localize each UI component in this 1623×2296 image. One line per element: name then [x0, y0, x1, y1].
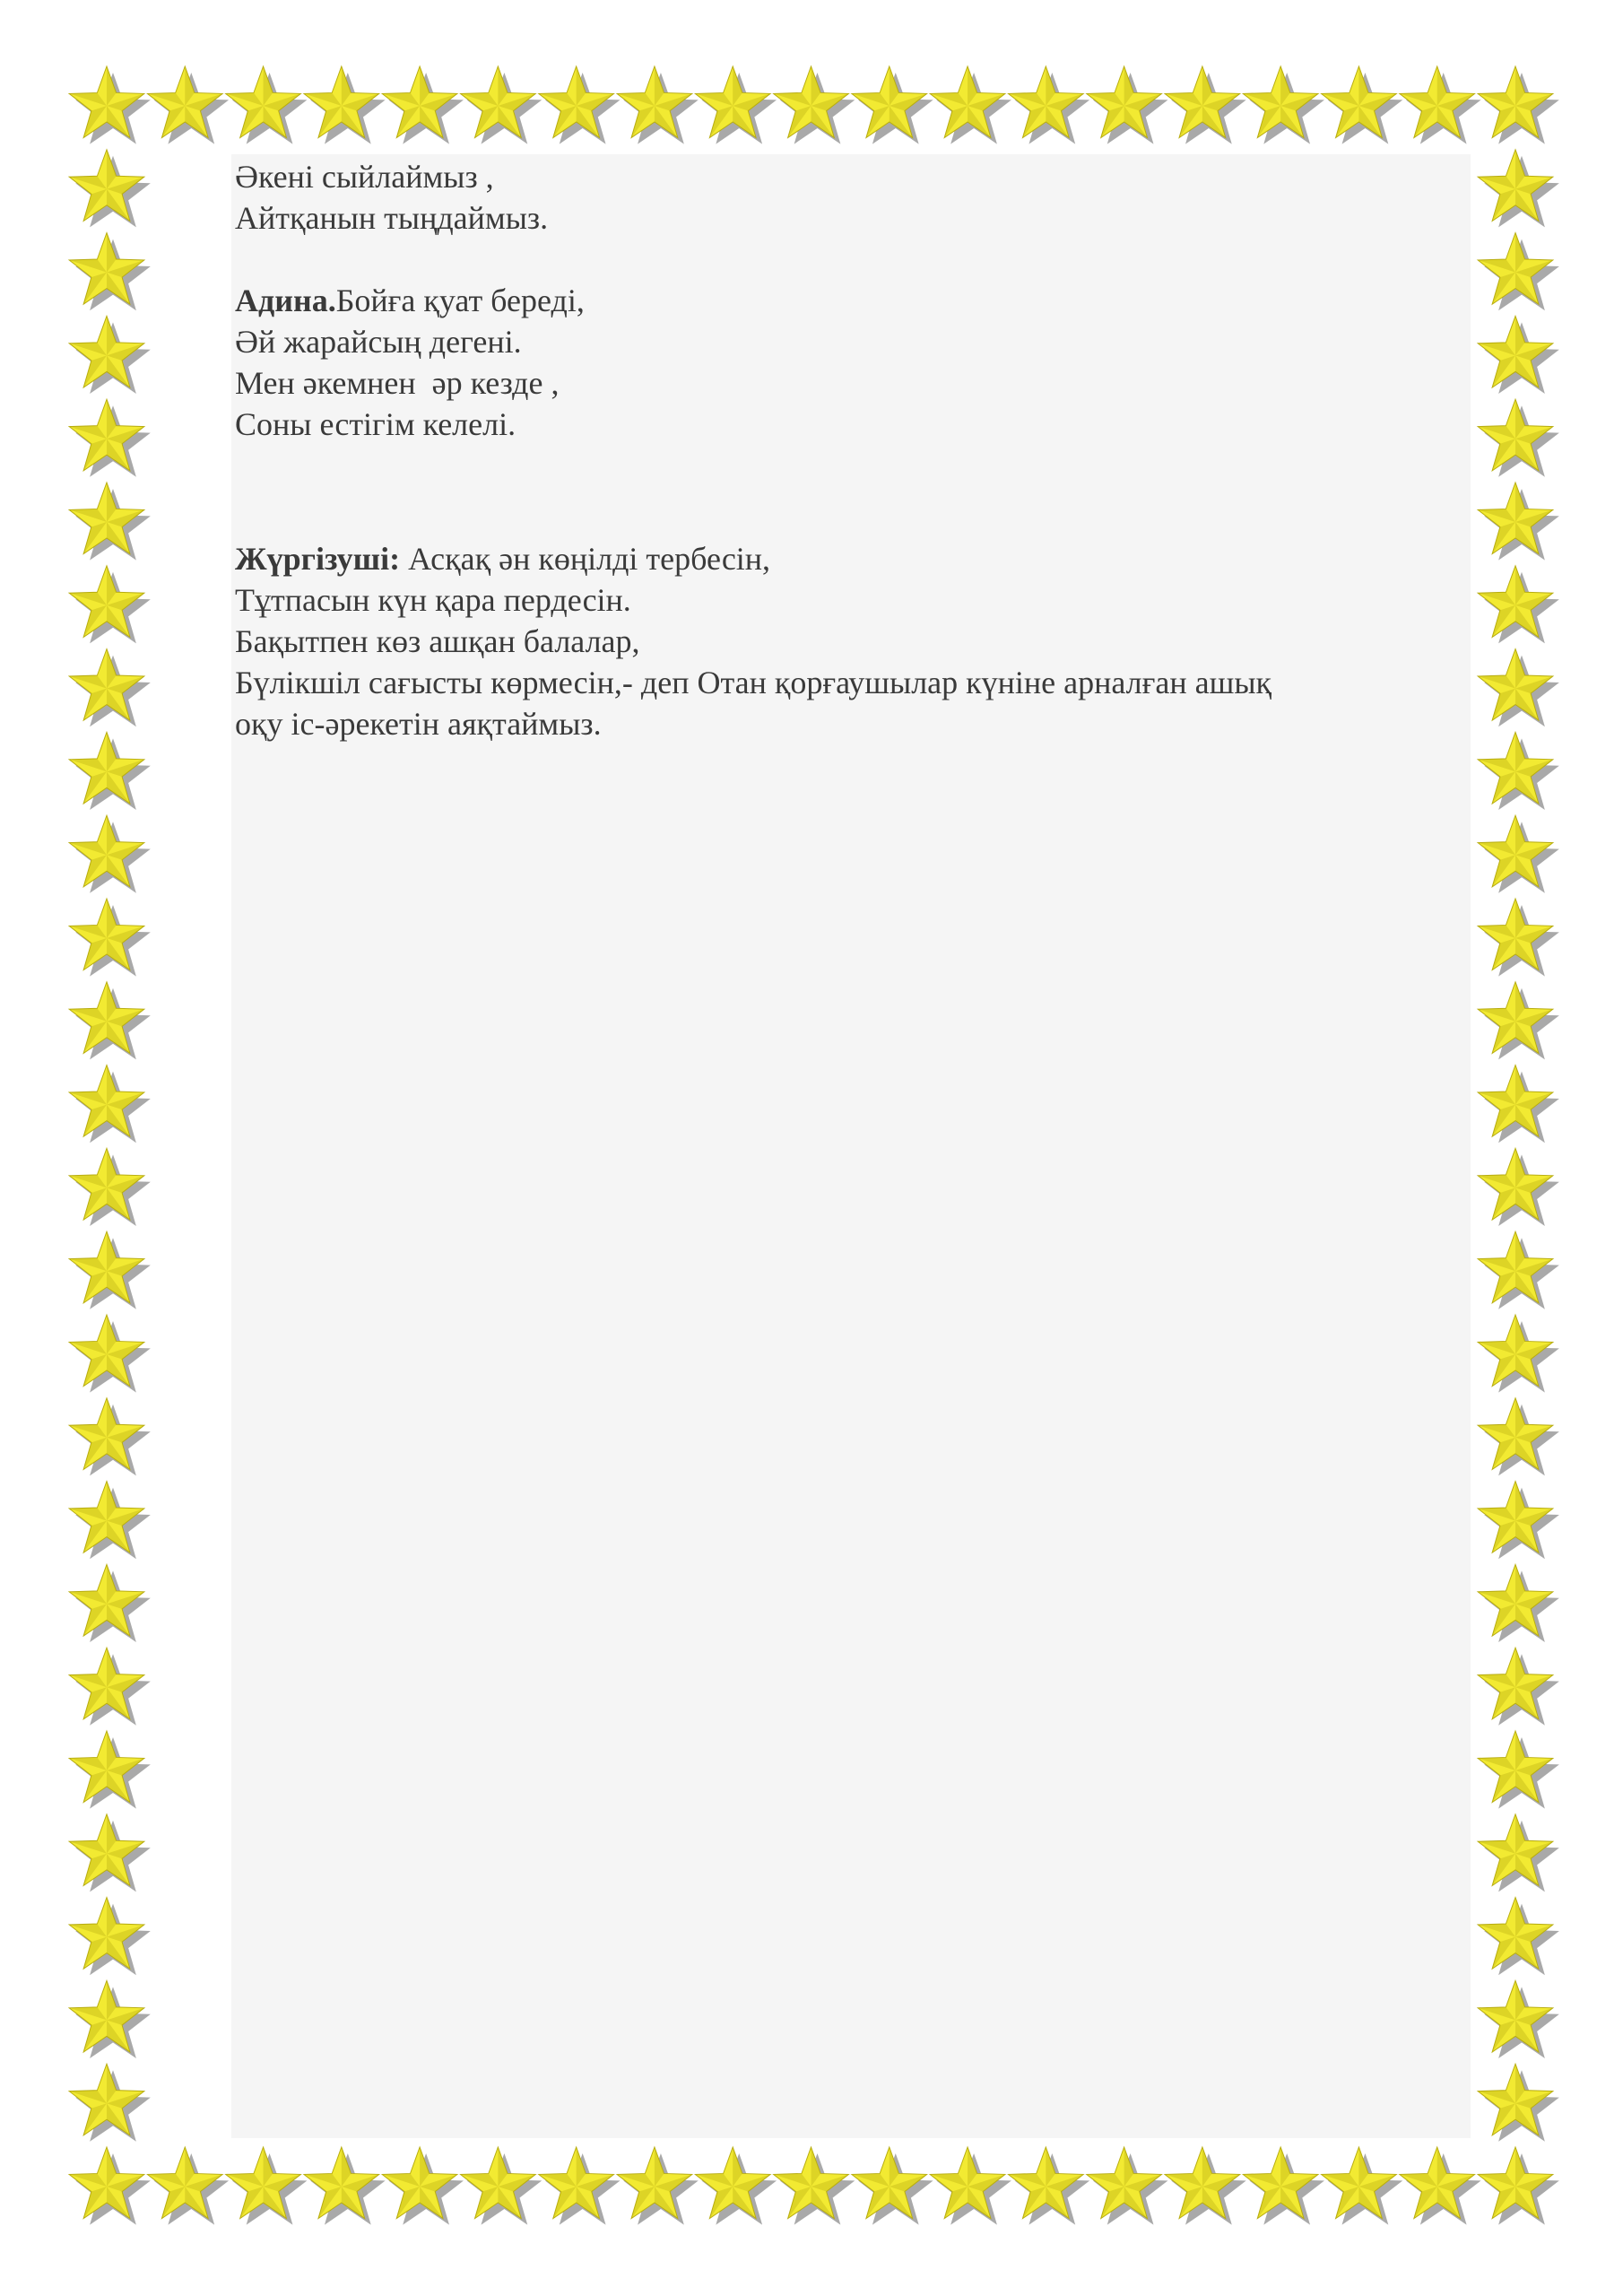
star-icon	[1478, 982, 1559, 1060]
star-icon	[226, 66, 308, 144]
star-icon	[1322, 66, 1403, 144]
star-icon	[69, 1731, 151, 1809]
star-icon	[1478, 66, 1559, 144]
star-icon	[774, 66, 855, 144]
star-icon	[1478, 1980, 1559, 2058]
star-icon	[382, 2147, 464, 2225]
star-icon	[1478, 1731, 1559, 1809]
stanza-2-line-4: Соны естігім келелі.	[235, 406, 516, 442]
star-icon	[1478, 1898, 1559, 1976]
star-icon	[69, 1980, 151, 2058]
star-icon	[69, 1065, 151, 1144]
star-icon	[1478, 2064, 1559, 2142]
star-icon	[1478, 566, 1559, 644]
star-icon	[69, 1482, 151, 1560]
star-icon	[1478, 1564, 1559, 1642]
star-icon	[1478, 1148, 1559, 1226]
star-icon	[1478, 1482, 1559, 1560]
star-icon	[1243, 66, 1324, 144]
star-icon	[1478, 1065, 1559, 1144]
star-icon	[226, 2147, 308, 2225]
star-icon	[1478, 1398, 1559, 1476]
star-icon	[1087, 2147, 1168, 2225]
star-icon	[1008, 66, 1089, 144]
star-icon	[69, 1148, 151, 1226]
star-icon	[1478, 233, 1559, 311]
stanza-3-line-2: Тұтпасын күн қара пердесін.	[235, 582, 631, 618]
star-icon	[69, 732, 151, 810]
star-icon	[1478, 899, 1559, 977]
star-icon	[69, 649, 151, 727]
star-icon	[69, 815, 151, 893]
stanza-2-line-2: Әй жарайсың дегені.	[235, 324, 522, 360]
stanza-2-line-1	[235, 280, 1472, 321]
star-icon	[852, 66, 933, 144]
star-icon	[382, 66, 464, 144]
star-icon	[1478, 1315, 1559, 1393]
star-icon	[1478, 649, 1559, 727]
stanza-3-line-5: оқу іс-әрекетін аяқтаймыз.	[235, 706, 602, 742]
star-icon	[1478, 732, 1559, 810]
star-icon	[69, 982, 151, 1060]
star-icon	[69, 1564, 151, 1642]
stanza-1-line-1: Әкені сыйлаймыз ,	[235, 159, 494, 195]
star-icon	[1478, 815, 1559, 893]
speaker-host: Жүргізуші:	[235, 541, 401, 577]
star-icon	[1087, 66, 1168, 144]
star-icon	[69, 1231, 151, 1309]
star-icon	[1400, 66, 1481, 144]
star-icon	[1478, 2147, 1559, 2225]
star-icon	[1322, 2147, 1403, 2225]
star-icon	[69, 1648, 151, 1726]
star-icon	[774, 2147, 855, 2225]
star-icon	[147, 2147, 229, 2225]
star-icon	[930, 66, 1011, 144]
star-icon	[69, 1898, 151, 1976]
star-icon	[1478, 1648, 1559, 1726]
star-icon	[1478, 483, 1559, 561]
star-icon	[69, 233, 151, 311]
star-icon	[1243, 2147, 1324, 2225]
star-icon	[69, 2064, 151, 2142]
star-icon	[461, 2147, 542, 2225]
star-icon	[147, 66, 229, 144]
stanza-3-line-1-text: Асқақ ән көңілді тербесін,	[400, 541, 771, 577]
stanza-3-line-1	[235, 538, 1472, 579]
star-icon	[1008, 2147, 1089, 2225]
star-icon	[1165, 66, 1246, 144]
star-icon	[69, 316, 151, 394]
star-icon	[69, 1814, 151, 1892]
star-icon	[1478, 150, 1559, 228]
star-icon	[69, 899, 151, 977]
star-icon	[617, 66, 699, 144]
star-icon	[695, 66, 777, 144]
star-icon	[69, 66, 151, 144]
star-icon	[69, 566, 151, 644]
star-icon	[1400, 2147, 1481, 2225]
star-icon	[1478, 399, 1559, 477]
stanza-1-line-2: Айтқанын тыңдаймыз.	[235, 200, 549, 236]
star-icon	[69, 150, 151, 228]
stanza-2-line-3: Мен әкемнен әр кезде ,	[235, 365, 560, 401]
star-icon	[539, 66, 621, 144]
star-icon	[304, 2147, 386, 2225]
star-icon	[1478, 1814, 1559, 1892]
star-icon	[461, 66, 542, 144]
star-icon	[1165, 2147, 1246, 2225]
star-icon	[69, 2147, 151, 2225]
stanza-3-line-4: Бүлікшіл сағысты көрмесін,- деп Отан қорғаушылар күніне арналған ашық	[235, 665, 1272, 700]
document-text	[235, 156, 1472, 744]
star-icon	[930, 2147, 1011, 2225]
star-icon	[852, 2147, 933, 2225]
star-icon	[69, 1315, 151, 1393]
star-icon	[1478, 1231, 1559, 1309]
stanza-3-line-3: Бақытпен көз ашқан балалар,	[235, 623, 640, 659]
star-icon	[695, 2147, 777, 2225]
star-icon	[304, 66, 386, 144]
star-icon	[539, 2147, 621, 2225]
star-icon	[617, 2147, 699, 2225]
speaker-adina: Адина.	[235, 283, 336, 318]
star-icon	[69, 399, 151, 477]
stanza-2-line-1-text: Бойға қуат береді,	[335, 283, 585, 318]
star-icon	[69, 483, 151, 561]
star-icon	[1478, 316, 1559, 394]
star-icon	[69, 1398, 151, 1476]
